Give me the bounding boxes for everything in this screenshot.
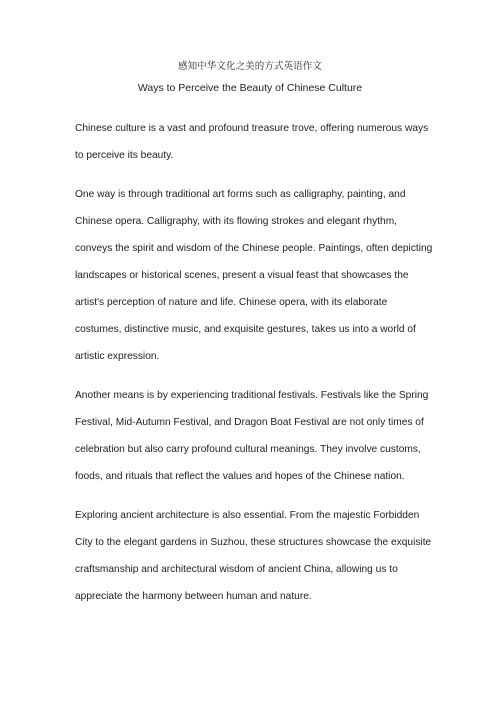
paragraph-art-forms: One way is through traditional art forms such as calligraphy, painting, and Chinese opera. Calligraphy, with its flowing strokes and elegant rhythm, conveys the spirit and wisdom of the Chinese people. Paintings, often depicting landscapes or historical scenes, present a visual feast that showcases the artist's perception of nature and life. Chinese opera, with its elaborate costumes, distinctive music, and exquisite gestures, takes us into a world of artistic expression. — [75, 189, 433, 362]
paragraph-intro: Chinese culture is a vast and profound treasure trove, offering numerous ways to perceive its beauty. — [75, 123, 429, 161]
document-title-chinese: 感知中华文化之美的方式英语作文 — [177, 61, 322, 72]
document-title-english: Ways to Perceive the Beauty of Chinese Culture — [137, 82, 363, 94]
paragraph-festivals: Another means is by experiencing traditional festivals. Festivals like the Spring Festival, Mid-Autumn Festival, and Dragon Boat Festival are not only times of celebration but also carry profound cultural meanings. They involve customs, foods, and rituals that reflect the values and hopes of the Chinese nation. — [75, 390, 429, 482]
document-body — [75, 115, 435, 622]
paragraph-architecture: Exploring ancient architecture is also essential. From the majestic Forbidden City to the elegant gardens in Suzhou, these structures showcase the exquisite craftsmanship and architectural wisdom of ancient China, allowing us to appreciate the harmony between human and nature. — [75, 510, 432, 602]
